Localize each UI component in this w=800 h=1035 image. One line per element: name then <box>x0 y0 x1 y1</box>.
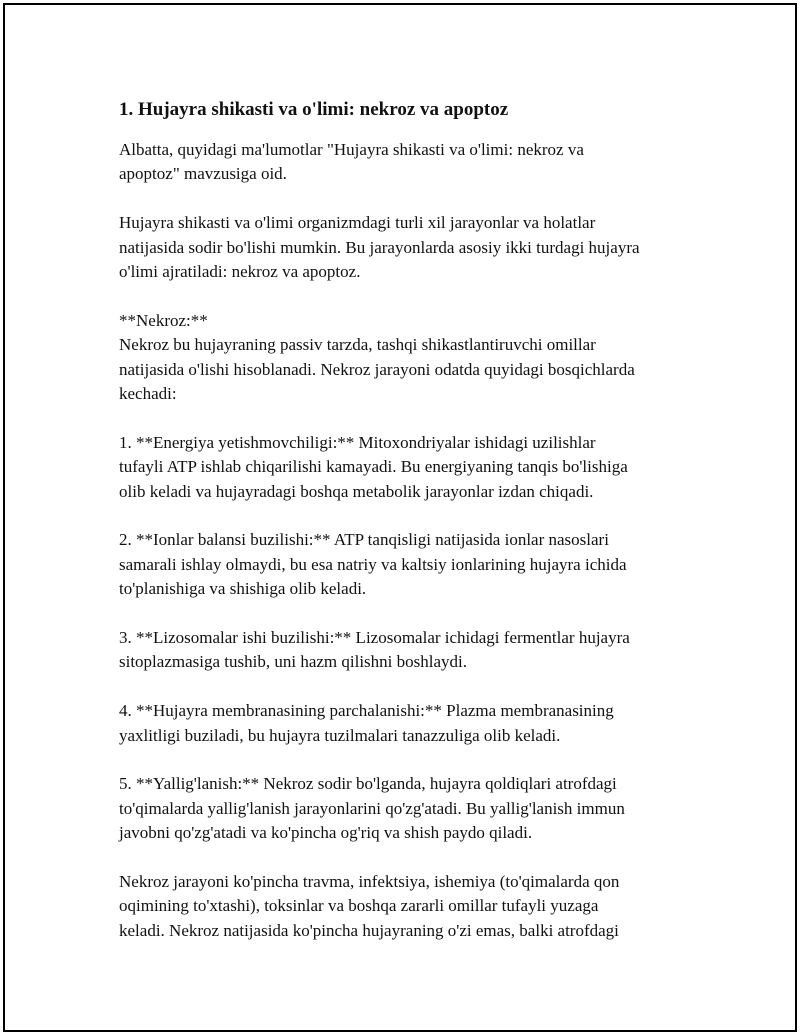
text-line: Nekroz jarayoni ko'pincha travma, infektsiya, ishemiya (to'qimalarda qon <box>119 872 620 892</box>
text-line: Nekroz bu hujayraning passiv tarzda, tashqi shikastlantiruvchi omillar <box>119 335 596 355</box>
paragraph <box>119 870 679 943</box>
text-line: Albatta, quyidagi ma'lumotlar "Hujayra shikasti va o'limi: nekroz va <box>119 140 584 159</box>
text-line: olib keladi va hujayradagi boshqa metabolik jarayonlar izdan chiqadi. <box>119 481 594 501</box>
paragraph <box>119 772 679 845</box>
text-line: keladi. Nekroz natijasida ko'pincha hujayraning o'zi emas, balki atrofdagi <box>119 920 619 940</box>
text-line: natijasida o'lishi hisoblanadi. Nekroz jarayoni odatda quyidagi bosqichlarda <box>119 359 635 379</box>
text-line: Hujayra shikasti va o'limi organizmdagi turli xil jarayonlar va holatlar <box>119 213 596 233</box>
text-line: 3. **Lizosomalar ishi buzilishi:** Lizosomalar ichidagi fermentlar hujayra <box>119 628 630 648</box>
text-line: tufayli ATP ishlab chiqarilishi kamayadi. Bu energiyaning tanqis bo'lishiga <box>119 457 628 477</box>
text-line: kechadi: <box>119 384 177 404</box>
text-line: o'limi ajratiladi: nekroz va apoptoz. <box>119 262 361 282</box>
text-line: oqimining to'xtashi), toksinlar va boshqa zararli omillar tufayli yuzaga <box>119 896 599 916</box>
paragraph <box>119 528 679 601</box>
document-page <box>3 3 797 1032</box>
text-line: yaxlitligi buziladi, bu hujayra tuzilmalari tanazzuliga olib keladi. <box>119 725 561 745</box>
paragraph <box>119 211 679 284</box>
paragraph <box>119 309 679 407</box>
document-title: 1. Hujayra shikasti va o'limi: nekroz va apoptoz <box>119 99 509 120</box>
text-line: natijasida sodir bo'lishi mumkin. Bu jarayonlarda asosiy ikki turdagi hujayra <box>119 237 640 257</box>
paragraph <box>119 431 679 504</box>
text-line: 2. **Ionlar balansi buzilishi:** ATP tanqisligi natijasida ionlar nasoslari <box>119 530 609 550</box>
text-line: 5. **Yallig'lanish:** Nekroz sodir bo'lganda, hujayra qoldiqlari atrofdagi <box>119 774 617 794</box>
text-line: 4. **Hujayra membranasining parchalanishi:** Plazma membranasining <box>119 701 614 721</box>
text-line: apoptoz" mavzusiga oid. <box>119 164 287 184</box>
paragraph <box>119 138 679 187</box>
paragraph <box>119 699 679 748</box>
paragraph <box>119 626 679 675</box>
text-line: to'qimalarda yallig'lanish jarayonlarini qo'zg'atadi. Bu yallig'lanish immun <box>119 798 625 818</box>
text-line: to'planishiga va shishiga olib keladi. <box>119 579 367 599</box>
paragraph-list <box>119 138 679 943</box>
text-line: 1. **Energiya yetishmovchiligi:** Mitoxondriyalar ishidagi uzilishlar <box>119 432 596 452</box>
text-line: samarali ishlay olmaydi, bu esa natriy va kaltsiy ionlarining hujayra ichida <box>119 554 627 574</box>
text-line: javobni qo'zg'atadi va ko'pincha og'riq va shish paydo qiladi. <box>119 823 533 843</box>
text-line: sitoplazmasiga tushib, uni hazm qilishni boshlaydi. <box>119 652 467 672</box>
document-content <box>119 96 679 968</box>
text-line: **Nekroz:** <box>119 310 208 330</box>
